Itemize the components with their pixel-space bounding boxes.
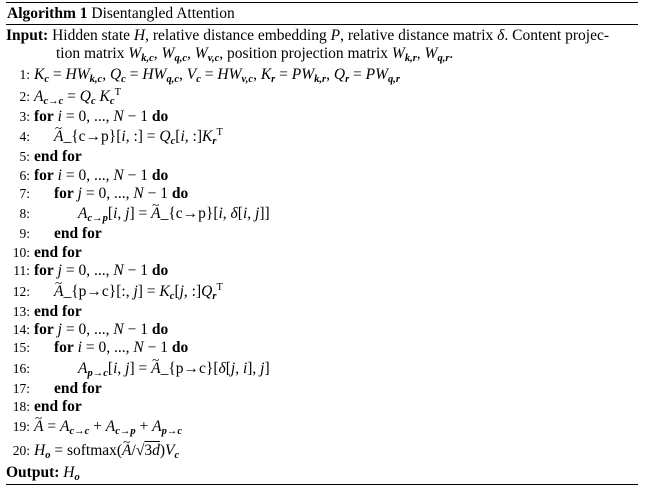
algorithm-line [6, 185, 638, 203]
algorithm-line [6, 64, 638, 86]
input-line [6, 27, 638, 45]
line-number: 14: [12, 321, 30, 337]
algorithm-line [6, 262, 638, 280]
line-code: ~ A_{p→c}[:, $j] = K_c[j$, $:]Q_r^T$ [30, 281, 223, 303]
line-code: for j = 0, ..., N − 1 do [34, 262, 169, 280]
input-text-continuation [6, 45, 638, 63]
algorithm-lines [6, 64, 638, 465]
line-number: 15: [12, 340, 30, 356]
algorithm-line [6, 398, 638, 416]
input-text-line1: Hidden state H, relative distance embedding P, relative distance matrix δ. Content projec- [52, 27, 609, 44]
line-code: $A_{p\to c}[i$, j] = ~ A_{p→c}[δ[j, i], j] [30, 358, 270, 380]
line-number: 1: [19, 66, 30, 82]
input-text-line2: tion matrix $W_{k,c}$, $W_{q,c}$, $W_{v,c}$, position projection matrix $W_{k,r}$, $W_{q,r}$. [56, 45, 454, 65]
algorithm-block [6, 2, 638, 485]
algorithm-line [6, 438, 638, 464]
output-label: Output: [6, 464, 60, 482]
line-number: 20: [12, 443, 30, 459]
line-number: 6: [19, 167, 30, 183]
line-code: for i = 0, ..., N − 1 do [34, 107, 169, 125]
line-number: 7: [19, 185, 30, 201]
line-number: 4: [19, 129, 30, 145]
line-code: end for [34, 398, 82, 416]
input-label: Input: [6, 27, 49, 44]
line-number: 18: [12, 399, 30, 415]
algorithm-line [6, 321, 638, 339]
line-number: 8: [19, 206, 30, 222]
line-code: $K_c = HW_{k,c}$, $Q_c = HW_{q,c}$, $V_c = HW_{v,c}$, $K_r = PW_{k,r}$, $Q_r = PW_{q,r}$ [34, 65, 401, 85]
output-line [6, 464, 638, 482]
output-text: $H_o$ [63, 464, 80, 484]
algorithm-label: Algorithm 1 [7, 5, 88, 22]
line-number: 17: [12, 380, 30, 396]
line-number: 5: [19, 149, 30, 165]
algorithm-line [6, 281, 638, 303]
algorithm-line [6, 225, 638, 243]
line-code: end for [34, 243, 82, 261]
algorithm-line [6, 303, 638, 321]
line-code: $A_{c\to c} = Q_c$ $K_c^T$ [34, 86, 121, 107]
line-code: $H_o$ = softmax(~ $A/√3d)V_c$ [30, 438, 179, 464]
line-number: 11: [13, 263, 30, 279]
algorithm-line [6, 339, 638, 357]
line-code: end for [34, 148, 82, 166]
algorithm-line [6, 244, 638, 262]
line-code: for i = 0, ..., N − 1 do [54, 339, 189, 357]
line-code: for i = 0, ..., N − 1 do [34, 166, 169, 184]
line-number: 13: [12, 303, 30, 319]
algorithm-name: Disentangled Attention [91, 5, 235, 22]
algorithm-line [6, 203, 638, 225]
algorithm-line [6, 108, 638, 126]
line-number: 3: [19, 108, 30, 124]
line-number: 10: [12, 244, 30, 260]
algorithm-line [6, 358, 638, 380]
line-code: for j = 0, ..., N − 1 do [54, 184, 189, 202]
algorithm-line [6, 416, 638, 438]
line-code: ~ $A = A_{c\to c} + A_{c\to p} + A_{p\to c}$ [30, 416, 182, 438]
algorithm-title [6, 3, 638, 24]
algorithm-line [6, 126, 638, 148]
line-number: 16: [12, 360, 30, 376]
algorithm-body [6, 25, 638, 483]
algorithm-line [6, 86, 638, 108]
line-code: end for [54, 225, 102, 243]
line-number: 12: [12, 283, 30, 299]
line-code: end for [34, 302, 82, 320]
line-number: 19: [12, 419, 30, 435]
algorithm-line [6, 380, 638, 398]
algorithm-line [6, 148, 638, 166]
line-code: for j = 0, ..., N − 1 do [34, 320, 169, 338]
line-code: $A_{c\to p}[i$, j] = ~ A_{c→p}[i, δ[i, j]] [30, 203, 270, 225]
line-number: 9: [19, 226, 30, 242]
line-code: end for [54, 379, 102, 397]
algorithm-line [6, 167, 638, 185]
line-code: ~ A_{c→p}[i, :] = $Q_c[i$, $:]K_r^T$ [30, 126, 223, 148]
line-number: 2: [19, 88, 30, 104]
